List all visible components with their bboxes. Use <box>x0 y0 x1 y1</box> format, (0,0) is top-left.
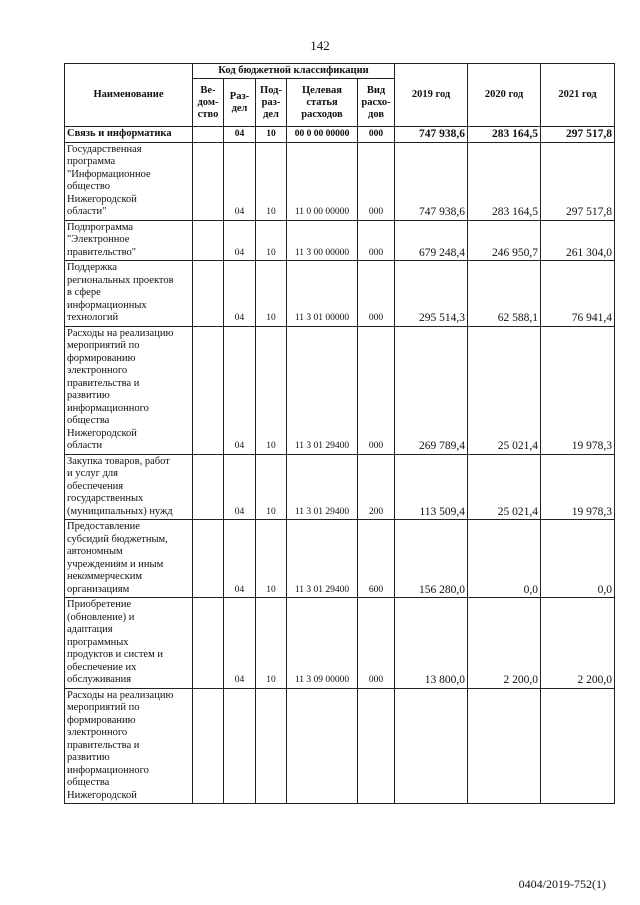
row-name: Приобретение (обновление) и адаптация программных продуктов и систем и обеспечение их обслуживания <box>65 598 193 689</box>
row-podrazdel: 10 <box>256 220 287 261</box>
row-razdel: 04 <box>224 261 256 327</box>
table-row <box>65 454 615 520</box>
document-code: 0404/2019-752(1) <box>518 877 606 891</box>
row-vid: 000 <box>358 220 395 261</box>
row-2021: 76 941,4 <box>541 261 615 327</box>
row-target: 11 3 01 00000 <box>287 261 358 327</box>
row-2019: 295 514,3 <box>395 261 468 327</box>
row-2020: 283 164,5 <box>468 142 541 220</box>
row-2021: 297 517,8 <box>541 127 615 143</box>
header-razdel: Раз- дел <box>224 79 256 127</box>
row-podrazdel <box>256 688 287 804</box>
budget-table <box>64 63 615 804</box>
row-vid <box>358 688 395 804</box>
row-name: Поддержка региональных проектов в сфере информационных технологий <box>65 261 193 327</box>
header-target: Целевая статья расходов <box>287 79 358 127</box>
row-podrazdel: 10 <box>256 454 287 520</box>
row-2020: 62 588,1 <box>468 261 541 327</box>
row-podrazdel: 10 <box>256 142 287 220</box>
row-vedomstvo <box>193 598 224 689</box>
header-2020: 2020 год <box>468 64 541 127</box>
row-target: 11 3 00 00000 <box>287 220 358 261</box>
table-row <box>65 326 615 454</box>
row-razdel: 04 <box>224 326 256 454</box>
header-code-group: Код бюджетной классификации <box>193 64 395 79</box>
header-vid: Вид расхо- дов <box>358 79 395 127</box>
row-vid: 000 <box>358 261 395 327</box>
row-2019 <box>395 688 468 804</box>
row-vedomstvo <box>193 220 224 261</box>
row-2019: 679 248,4 <box>395 220 468 261</box>
row-vedomstvo <box>193 142 224 220</box>
row-vid: 000 <box>358 326 395 454</box>
row-target <box>287 688 358 804</box>
row-2021: 297 517,8 <box>541 142 615 220</box>
row-podrazdel: 10 <box>256 127 287 143</box>
row-2020: 25 021,4 <box>468 326 541 454</box>
row-vid: 000 <box>358 142 395 220</box>
row-razdel: 04 <box>224 127 256 143</box>
row-vedomstvo <box>193 326 224 454</box>
row-2019: 269 789,4 <box>395 326 468 454</box>
row-2019: 156 280,0 <box>395 520 468 598</box>
table-row <box>65 142 615 220</box>
row-name: Расходы на реализацию мероприятий по формированию электронного правительства и развитию информационного общества Нижегородской <box>65 688 193 804</box>
page-number: 142 <box>310 38 330 53</box>
row-target: 11 3 01 29400 <box>287 454 358 520</box>
row-razdel: 04 <box>224 220 256 261</box>
row-vedomstvo <box>193 520 224 598</box>
table-row <box>65 520 615 598</box>
row-vedomstvo <box>193 127 224 143</box>
table-row <box>65 598 615 689</box>
row-2020 <box>468 688 541 804</box>
row-2020: 283 164,5 <box>468 127 541 143</box>
row-2021: 2 200,0 <box>541 598 615 689</box>
row-target: 11 3 09 00000 <box>287 598 358 689</box>
row-razdel: 04 <box>224 520 256 598</box>
table-row <box>65 261 615 327</box>
row-name: Связь и информатика <box>65 127 193 143</box>
header-name: Наименование <box>65 64 193 127</box>
row-2020: 25 021,4 <box>468 454 541 520</box>
row-vedomstvo <box>193 688 224 804</box>
row-2019: 747 938,6 <box>395 142 468 220</box>
row-2019: 747 938,6 <box>395 127 468 143</box>
row-name: Расходы на реализацию мероприятий по формированию электронного правительства и развитию информационного общества Нижегородской области <box>65 326 193 454</box>
row-podrazdel: 10 <box>256 326 287 454</box>
row-2021: 0,0 <box>541 520 615 598</box>
row-razdel: 04 <box>224 598 256 689</box>
row-name: Государственная программа "Информационное общество Нижегородской области" <box>65 142 193 220</box>
row-2020: 2 200,0 <box>468 598 541 689</box>
header-podrazdel: Под- раз- дел <box>256 79 287 127</box>
header-vedomstvo: Ве- дом- ство <box>193 79 224 127</box>
row-2019: 13 800,0 <box>395 598 468 689</box>
row-2021: 19 978,3 <box>541 326 615 454</box>
row-vid: 600 <box>358 520 395 598</box>
row-target: 11 3 01 29400 <box>287 520 358 598</box>
row-2020: 246 950,7 <box>468 220 541 261</box>
row-2021 <box>541 688 615 804</box>
table-row <box>65 220 615 261</box>
table-row <box>65 688 615 804</box>
table-row <box>65 127 615 143</box>
row-razdel <box>224 688 256 804</box>
row-2019: 113 509,4 <box>395 454 468 520</box>
row-vedomstvo <box>193 454 224 520</box>
header-2021: 2021 год <box>541 64 615 127</box>
row-target: 11 3 01 29400 <box>287 326 358 454</box>
row-name: Подпрограмма "Электронное правительство" <box>65 220 193 261</box>
row-target: 00 0 00 00000 <box>287 127 358 143</box>
row-vedomstvo <box>193 261 224 327</box>
row-podrazdel: 10 <box>256 261 287 327</box>
row-vid: 000 <box>358 598 395 689</box>
row-target: 11 0 00 00000 <box>287 142 358 220</box>
row-2021: 19 978,3 <box>541 454 615 520</box>
row-2020: 0,0 <box>468 520 541 598</box>
row-vid: 000 <box>358 127 395 143</box>
row-vid: 200 <box>358 454 395 520</box>
row-name: Предоставление субсидий бюджетным, автономным учреждениям и иным некоммерческим организациям <box>65 520 193 598</box>
header-2019: 2019 год <box>395 64 468 127</box>
row-name: Закупка товаров, работ и услуг для обеспечения государственных (муниципальных) нужд <box>65 454 193 520</box>
row-2021: 261 304,0 <box>541 220 615 261</box>
row-razdel: 04 <box>224 454 256 520</box>
row-podrazdel: 10 <box>256 598 287 689</box>
row-razdel: 04 <box>224 142 256 220</box>
row-podrazdel: 10 <box>256 520 287 598</box>
